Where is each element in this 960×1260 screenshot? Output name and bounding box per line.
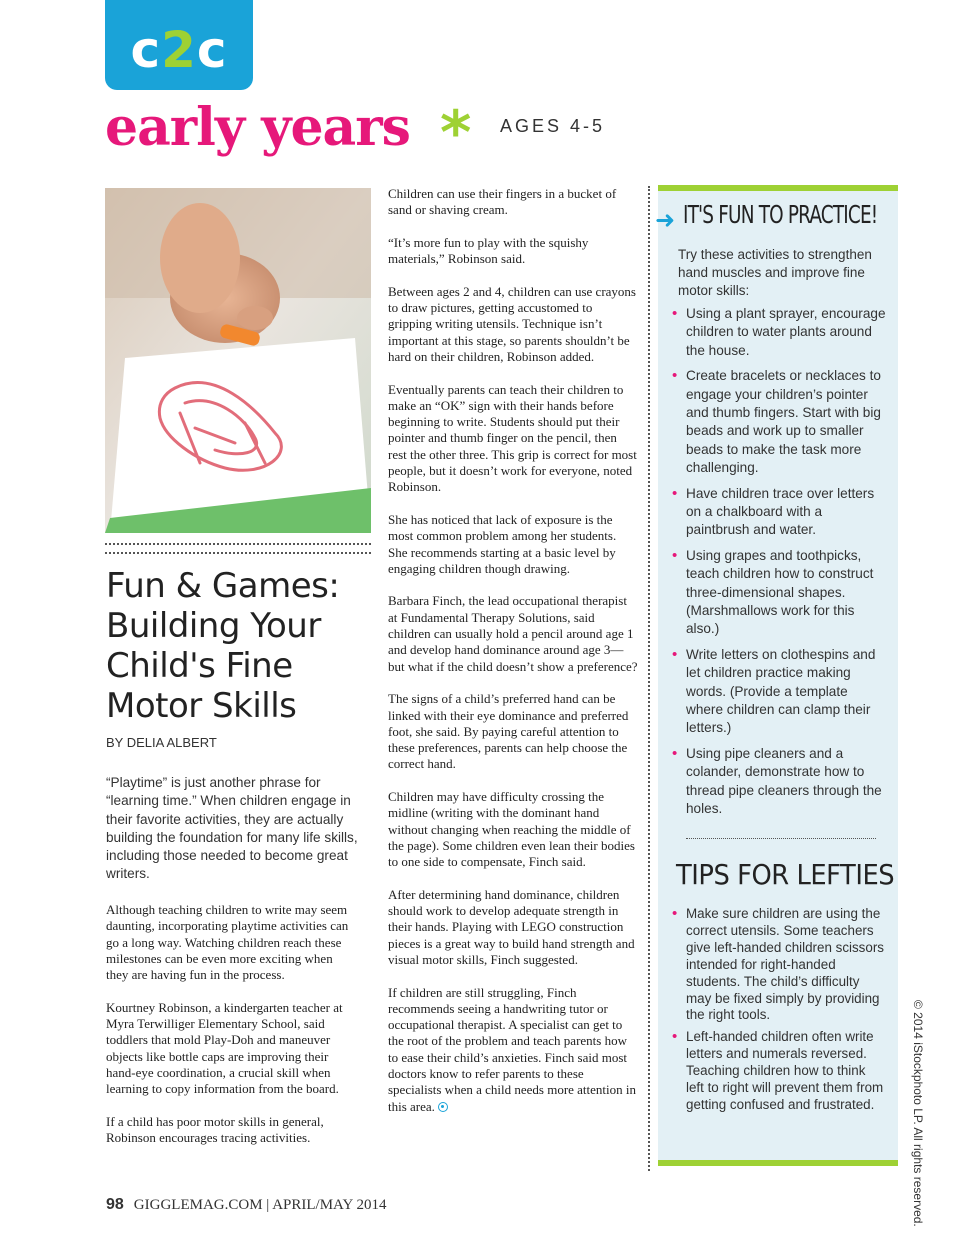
asterisk-ornament: * [440, 98, 472, 168]
body-column-left [106, 902, 356, 1163]
page-number: 98 [106, 1196, 124, 1213]
paragraph: She has noticed that lack of exposure is the most common problem among her students. She recommends starting at a basic level by engaging children though drawing. [388, 511, 617, 576]
byline: BY DELIA ALBERT [106, 735, 217, 750]
article-intro: “Playtime” is just another phrase for “learning time.” When children engage in their favorite activities, they are actually building the foundation for many life skills, including those needed to become great writers. [106, 775, 358, 882]
practice-intro: Try these activities to strengthen hand muscles and improve fine motor skills: [678, 247, 872, 298]
end-mark-icon [438, 1102, 448, 1112]
arrow-right-icon: ➜ [655, 206, 676, 234]
c2c-logo-tab [105, 0, 253, 90]
column-divider [648, 186, 650, 1171]
paragraph: Although teaching children to write may seem daunting, incorporating playtime activities can go a long way. Watching children reach these milestones can be even more exciting when they are having fun in the process. [106, 902, 349, 983]
age-range-label: AGES 4-5 [500, 116, 606, 136]
paragraph: Children can use their fingers in a bucket of sand or shaving cream. [388, 186, 617, 218]
paragraph: The signs of a child’s preferred hand can be linked with their eye dominance and preferred foot, she said. By paying careful attention to these preferences, parents can help choose the correct hand. [388, 691, 629, 772]
sidebar-bottom-bar [658, 1160, 898, 1166]
tips-list [668, 906, 886, 1119]
practice-list [668, 305, 886, 826]
list-item: • Make sure children are using the correct utensils. Some teachers give left-handed children scissors intended for right-handed students. The child’s difficulty may be fixed simply by providing the right tools. [668, 906, 886, 1024]
sidebar-top-bar [658, 185, 898, 191]
paragraph-last: If children are still struggling, Finch recommends seeing a handwriting tutor or occupational therapist. A specialist can get to the root of the problem and teach parents how to ease their child’s anxieties. Finch said most doctors know to refer parents to these specialists when a child needs more attention in this area. [388, 984, 637, 1114]
dotted-divider-bottom [105, 552, 371, 554]
dotted-divider-top [105, 543, 371, 545]
body-column-middle [388, 186, 638, 1131]
list-item: • Using a plant sprayer, encourage children to water plants around the house. [668, 305, 886, 360]
list-item: • Using grapes and toothpicks, teach children how to construct three-dimensional shapes. (Marshmallows work for this also.) [668, 547, 886, 638]
child-drawing-photo [105, 188, 371, 533]
c2c-logo-text: c2c [130, 21, 228, 79]
list-item: • Using pipe cleaners and a colander, demonstrate how to thread pipe cleaners through the holes. [668, 745, 886, 818]
article-headline: Fun & Games: Building Your Child's Fine Motor Skills [106, 566, 340, 726]
paragraph: “It’s more fun to play with the squishy materials,” Robinson said. [388, 234, 589, 267]
list-item: • Left-handed children often write letters and numerals reversed. Teaching children how to think left to right will prevent them from getting confused and frustrated. [668, 1029, 886, 1114]
section-title: early years [105, 97, 410, 158]
list-item: • Write letters on clothespins and let children practice making words. (Provide a template where children can clamp their letters.) [668, 646, 886, 737]
footer-text: GIGGLEMAG.COM | APRIL/MAY 2014 [133, 1197, 387, 1213]
paragraph: Barbara Finch, the lead occupational therapist at Fundamental Therapy Solutions, said children can usually hold a pencil around age 1 and develop hand dominance around age 3—but what if the child doesn’t show a preference? [388, 593, 638, 674]
sidebar-divider [686, 838, 876, 839]
photo-credit: © 2014 iStockphoto LP. All rights reserved. [911, 1000, 925, 1227]
paragraph: If a child has poor motor skills in general, Robinson encourages tracing activities. [106, 1113, 324, 1146]
paragraph: Children may have difficulty crossing the midline (writing with the dominant hand without changing when reaching the middle of the page). Some children even lean their bodies to one side to compensate, Finch said. [388, 788, 635, 870]
paragraph: Eventually parents can teach their children to make an “OK” sign with their hands before beginning to write. Students should put their pointer and thumb finger on the pencil, then rest the other three. This grip is correct for most people, but it doesn’t work for everyone, noted Robinson. [388, 381, 637, 495]
paragraph: Kourtney Robinson, a kindergarten teacher at Myra Terwilliger Elementary School, said toddlers that mold Play-Doh and maneuver objects like bottle caps are improving their hand-eye coordination, a crucial skill when learning to copy information from the board. [106, 999, 343, 1097]
paragraph: Between ages 2 and 4, children can use crayons to draw pictures, getting accustomed to gripping writing utensils. Technique isn’t important at this stage, so parents shouldn’t be hard on their children, Robinson added. [388, 283, 636, 364]
list-item: • Create bracelets or necklaces to engage your children’s pointer and thumb fingers. Start with big beads and work up to smaller beads to make the task more challenging. [668, 367, 886, 477]
tips-title: TIPS FOR LEFTIES [676, 858, 895, 891]
paragraph: After determining hand dominance, children should work to develop adequate strength in their hands. Playing with LEGO construction pieces is a great way to build hand strength and visual motor skills, Finch suggested. [388, 886, 635, 967]
list-item: • Have children trace over letters on a chalkboard with a paintbrush and water. [668, 485, 886, 540]
practice-title: IT'S FUN TO PRACTICE! [683, 200, 878, 229]
page-footer [106, 1196, 387, 1214]
